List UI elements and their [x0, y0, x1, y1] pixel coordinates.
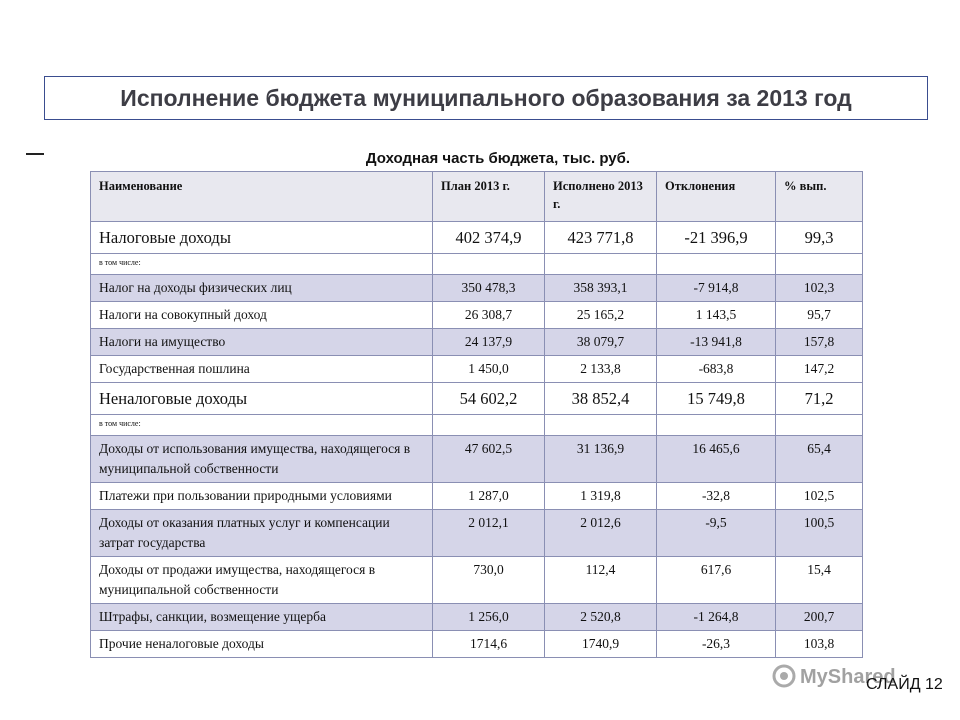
row-value-cell: 26 308,7	[433, 302, 545, 329]
slide-title: Исполнение бюджета муниципального образования за 2013 год	[120, 84, 852, 111]
row-value-cell: 71,2	[776, 383, 863, 415]
watermark-text: MyShared	[800, 666, 896, 688]
row-value-cell: 16 465,6	[657, 436, 776, 483]
row-value-cell: -7 914,8	[657, 275, 776, 302]
row-value-cell	[776, 415, 863, 436]
row-name-cell: Платежи при пользовании природными условиями	[91, 483, 433, 510]
row-name-cell: Штрафы, санкции, возмещение ущерба	[91, 604, 433, 631]
row-name-cell: Доходы от оказания платных услуг и компенсации затрат государства	[91, 510, 433, 557]
row-name-cell: Неналоговые доходы	[91, 383, 433, 415]
row-name-cell: в том числе:	[91, 254, 433, 275]
row-value-cell: 200,7	[776, 604, 863, 631]
row-value-cell: 38 852,4	[545, 383, 657, 415]
row-value-cell: 358 393,1	[545, 275, 657, 302]
row-value-cell: -683,8	[657, 356, 776, 383]
table-row	[91, 302, 863, 329]
slide-title-box	[44, 76, 928, 120]
row-value-cell: 24 137,9	[433, 329, 545, 356]
row-value-cell: 730,0	[433, 557, 545, 604]
row-name-cell: Налоги на совокупный доход	[91, 302, 433, 329]
table-row	[91, 631, 863, 658]
table-row	[91, 275, 863, 302]
row-name-cell: Прочие неналоговые доходы	[91, 631, 433, 658]
row-value-cell: 15 749,8	[657, 383, 776, 415]
row-value-cell: 617,6	[657, 557, 776, 604]
row-value-cell: 38 079,7	[545, 329, 657, 356]
row-value-cell: -1 264,8	[657, 604, 776, 631]
row-value-cell: 1714,6	[433, 631, 545, 658]
row-value-cell: -13 941,8	[657, 329, 776, 356]
row-value-cell: 2 520,8	[545, 604, 657, 631]
row-name-cell: в том числе:	[91, 415, 433, 436]
slide-number-label: СЛАЙД 12	[866, 676, 943, 693]
row-value-cell: 99,3	[776, 222, 863, 254]
row-value-cell: -21 396,9	[657, 222, 776, 254]
table-row	[91, 510, 863, 557]
row-value-cell: 350 478,3	[433, 275, 545, 302]
row-value-cell: 31 136,9	[545, 436, 657, 483]
row-value-cell: 2 012,1	[433, 510, 545, 557]
table-row	[91, 604, 863, 631]
row-name-cell: Доходы от продажи имущества, находящегося в муниципальной собственности	[91, 557, 433, 604]
row-value-cell: 25 165,2	[545, 302, 657, 329]
row-value-cell: 1740,9	[545, 631, 657, 658]
header-plan: План 2013 г.	[433, 172, 545, 222]
row-value-cell: 147,2	[776, 356, 863, 383]
row-value-cell: 103,8	[776, 631, 863, 658]
row-value-cell: 423 771,8	[545, 222, 657, 254]
row-name-cell: Налоговые доходы	[91, 222, 433, 254]
header-percent: % вып.	[776, 172, 863, 222]
row-value-cell: 1 287,0	[433, 483, 545, 510]
row-name-cell: Налог на доходы физических лиц	[91, 275, 433, 302]
row-value-cell: 1 319,8	[545, 483, 657, 510]
row-value-cell	[433, 415, 545, 436]
row-value-cell	[545, 254, 657, 275]
row-value-cell: 15,4	[776, 557, 863, 604]
header-deviation: Отклонения	[657, 172, 776, 222]
row-value-cell: 402 374,9	[433, 222, 545, 254]
table-header-row	[91, 172, 863, 222]
row-value-cell: 100,5	[776, 510, 863, 557]
row-name-cell: Доходы от использования имущества, находящегося в муниципальной собственности	[91, 436, 433, 483]
row-value-cell: -32,8	[657, 483, 776, 510]
header-executed: Исполнено 2013 г.	[545, 172, 657, 222]
row-value-cell: 2 133,8	[545, 356, 657, 383]
row-name-cell: Государственная пошлина	[91, 356, 433, 383]
row-value-cell: 1 143,5	[657, 302, 776, 329]
table-group-row	[91, 383, 863, 415]
table-note-row	[91, 415, 863, 436]
header-name: Наименование	[91, 172, 433, 222]
table-row	[91, 356, 863, 383]
row-value-cell: -26,3	[657, 631, 776, 658]
row-value-cell	[433, 254, 545, 275]
row-value-cell: 102,5	[776, 483, 863, 510]
table-row	[91, 557, 863, 604]
row-value-cell: 1 450,0	[433, 356, 545, 383]
table-row	[91, 483, 863, 510]
row-value-cell	[545, 415, 657, 436]
table-row	[91, 436, 863, 483]
row-value-cell	[776, 254, 863, 275]
table-note-row	[91, 254, 863, 275]
row-value-cell: 2 012,6	[545, 510, 657, 557]
table-row	[91, 329, 863, 356]
row-value-cell	[657, 254, 776, 275]
row-value-cell: 1 256,0	[433, 604, 545, 631]
row-value-cell: 112,4	[545, 557, 657, 604]
table-subtitle: Доходная часть бюджета, тыс. руб.	[365, 150, 631, 167]
row-name-cell: Налоги на имущество	[91, 329, 433, 356]
table-group-row	[91, 222, 863, 254]
row-value-cell: 95,7	[776, 302, 863, 329]
row-value-cell: -9,5	[657, 510, 776, 557]
row-value-cell: 157,8	[776, 329, 863, 356]
row-value-cell: 47 602,5	[433, 436, 545, 483]
row-value-cell: 54 602,2	[433, 383, 545, 415]
budget-table	[90, 171, 863, 658]
row-value-cell: 102,3	[776, 275, 863, 302]
row-value-cell	[657, 415, 776, 436]
row-value-cell: 65,4	[776, 436, 863, 483]
